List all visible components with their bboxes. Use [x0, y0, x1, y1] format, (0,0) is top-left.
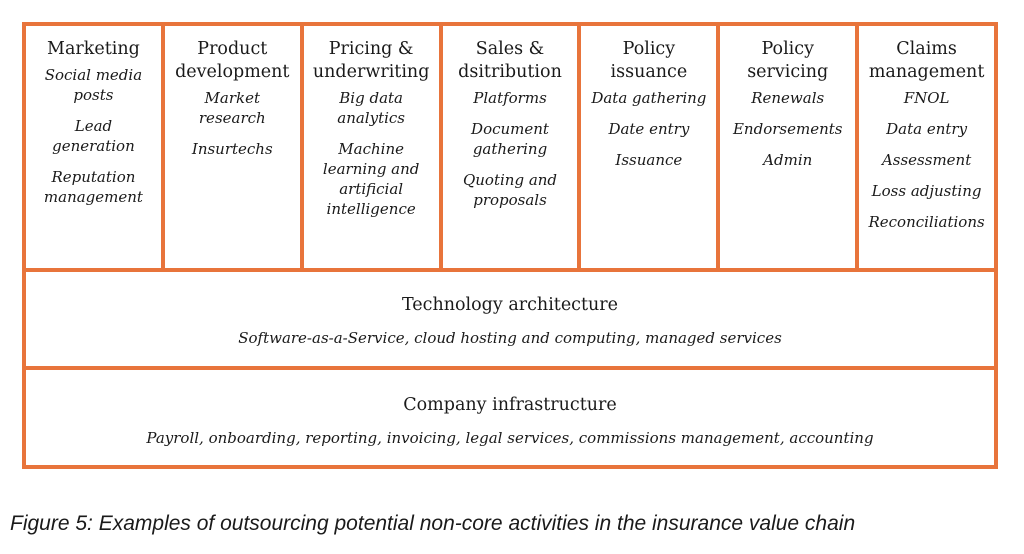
- column-items: [720, 88, 855, 170]
- column-title: Pricing & underwriting: [312, 39, 430, 82]
- column-items: [26, 65, 161, 207]
- company-infrastructure-band: [26, 372, 994, 469]
- column-title: Marketing: [47, 39, 140, 59]
- column-item: Endorsements: [732, 120, 843, 138]
- column-item: Platforms: [473, 89, 547, 107]
- column-item: Date entry: [608, 120, 690, 138]
- column-item: FNOL: [903, 89, 950, 107]
- column-item: Assessment: [881, 151, 972, 169]
- column-policy-issuance: [581, 26, 720, 268]
- band-title: Technology architecture: [401, 295, 618, 315]
- column-item: Data gathering: [591, 89, 707, 107]
- column-policy-servicing: [720, 26, 859, 268]
- column-sales-distribution: [443, 26, 582, 268]
- column-title: Claims management: [868, 39, 985, 82]
- band-title: Company infrastructure: [403, 395, 617, 415]
- column-item: Lead generation: [52, 117, 135, 155]
- column-marketing: [26, 26, 165, 268]
- column-item: Reputation management: [43, 168, 143, 206]
- column-item: Insurtechs: [191, 140, 273, 158]
- technology-architecture-band: [26, 272, 994, 370]
- band-description: Software-as-a-Service, cloud hosting and computing, managed services: [238, 329, 782, 347]
- column-item: Issuance: [615, 151, 683, 169]
- column-item: Admin: [763, 151, 813, 169]
- column-item: Document gathering: [471, 120, 549, 158]
- column-claims-management: [859, 26, 994, 268]
- column-item: Data entry: [886, 120, 968, 138]
- column-items: [581, 88, 716, 170]
- column-pricing-underwriting: [304, 26, 443, 268]
- column-title: Policy issuance: [610, 39, 688, 82]
- column-item: Reconciliations: [868, 213, 985, 231]
- column-items: [859, 88, 994, 232]
- column-items: [304, 88, 439, 219]
- column-title: Sales & dsitribution: [458, 39, 562, 82]
- column-item: Market research: [198, 89, 266, 127]
- column-product-development: [165, 26, 304, 268]
- column-title: Product development: [175, 39, 290, 82]
- column-title: Policy servicing: [747, 39, 829, 82]
- figure-caption: Figure 5: Examples of outsourcing potential non-core activities in the insurance value chain: [10, 512, 856, 535]
- column-item: Machine learning and artificial intelligence: [322, 140, 420, 218]
- column-items: [443, 88, 578, 210]
- column-items: [165, 88, 300, 159]
- column-item: Loss adjusting: [871, 182, 982, 200]
- column-item: Renewals: [751, 89, 825, 107]
- column-item: Big data analytics: [337, 89, 406, 127]
- band-description: Payroll, onboarding, reporting, invoicing, legal services, commissions management, accounting: [146, 429, 874, 447]
- column-item: Quoting and proposals: [462, 171, 558, 209]
- value-chain-diagram: [22, 22, 998, 469]
- activity-columns: [26, 26, 994, 272]
- column-item: Social media posts: [44, 66, 143, 104]
